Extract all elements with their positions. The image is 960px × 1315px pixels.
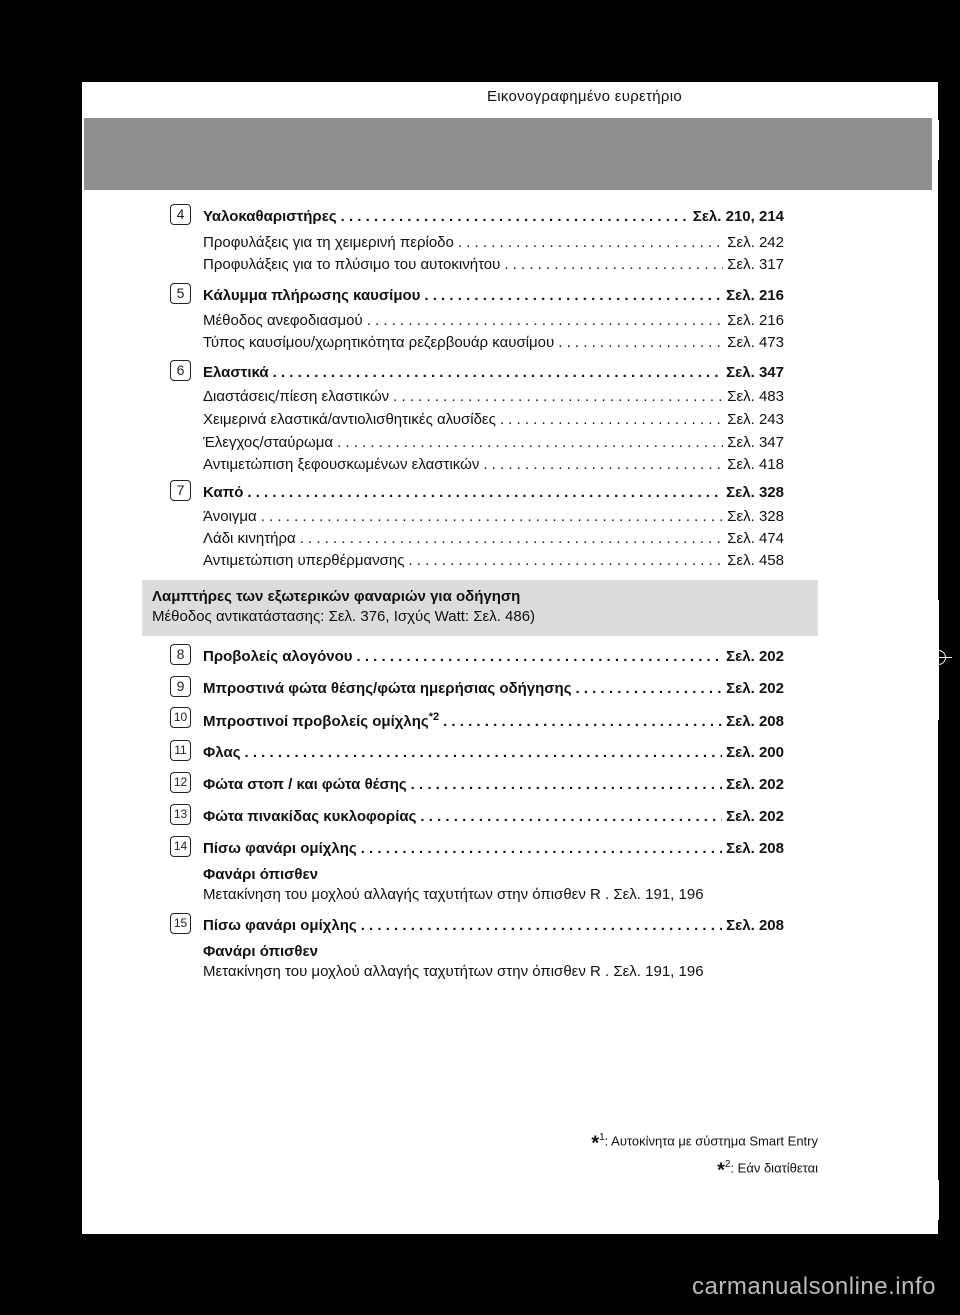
leader-dots bbox=[356, 648, 722, 665]
entry-page: Σελ. 208 bbox=[726, 713, 784, 730]
crop-mark-line bbox=[938, 120, 939, 160]
leader-dots bbox=[408, 552, 723, 569]
entry-title: Φλας bbox=[203, 744, 241, 761]
leader-dots bbox=[420, 808, 722, 825]
leader-dots bbox=[367, 312, 723, 329]
entry-title-row[interactable] bbox=[203, 680, 784, 697]
leader-dots bbox=[443, 713, 722, 730]
sub-entry-row[interactable] bbox=[203, 508, 784, 525]
leader-dots bbox=[411, 776, 723, 793]
sub-entry-text: Προφυλάξεις για τη χειμερινή περίοδο bbox=[203, 234, 454, 251]
manual-page bbox=[82, 82, 938, 1234]
item-number-badge: 6 bbox=[170, 360, 191, 381]
crop-mark-line bbox=[938, 1180, 939, 1220]
footnote-star: * bbox=[591, 1132, 600, 1155]
entry-page: Σελ. 202 bbox=[726, 776, 784, 793]
sub-entry-page: Σελ. 458 bbox=[727, 552, 784, 569]
note-title: Φανάρι όπισθεν bbox=[203, 866, 318, 883]
sub-entry-text: Λάδι κινητήρα bbox=[203, 530, 296, 547]
item-number-badge: 7 bbox=[170, 480, 191, 501]
entry-title: Πίσω φανάρι ομίχλης bbox=[203, 917, 357, 934]
item-number-badge: 8 bbox=[170, 644, 191, 665]
note-text[interactable]: Μετακίνηση του μοχλού αλλαγής ταχυτήτων στην όπισθεν R . Σελ. 191, 196 bbox=[203, 886, 704, 903]
registration-mark-icon bbox=[931, 650, 946, 665]
entry-title-row[interactable] bbox=[203, 484, 784, 501]
sub-entry-row[interactable] bbox=[203, 234, 784, 251]
sub-entry-text: Άνοιγμα bbox=[203, 508, 257, 525]
leader-dots bbox=[424, 287, 722, 304]
item-number-badge: 12 bbox=[170, 772, 191, 793]
footnote-text: : Εάν διατίθεται bbox=[730, 1160, 818, 1176]
entry-title: Μπροστινά φώτα θέσης/φώτα ημερήσιας οδήγησης bbox=[203, 680, 572, 697]
footnote-number: 2 bbox=[724, 1159, 731, 1171]
item-number-badge: 15 bbox=[170, 913, 191, 934]
item-number-badge: 4 bbox=[170, 204, 191, 225]
entry-title: Κάλυμμα πλήρωσης καυσίμου bbox=[203, 287, 421, 304]
entry-page: Σελ. 328 bbox=[726, 484, 784, 501]
item-number-badge: 10 bbox=[170, 707, 191, 728]
leader-dots bbox=[500, 411, 723, 428]
sub-entry-row[interactable] bbox=[203, 411, 784, 428]
note-text[interactable]: Μετακίνηση του μοχλού αλλαγής ταχυτήτων στην όπισθεν R . Σελ. 191, 196 bbox=[203, 963, 704, 980]
sub-entry-page: Σελ. 347 bbox=[727, 434, 784, 451]
entry-page: Σελ. 210, 214 bbox=[692, 208, 784, 225]
item-number-badge: 13 bbox=[170, 804, 191, 825]
header-band bbox=[84, 118, 932, 190]
entry-title-row[interactable] bbox=[203, 776, 784, 793]
footnote-1 bbox=[591, 1132, 818, 1155]
entry-title: Μπροστινοί προβολείς ομίχλης bbox=[203, 713, 429, 730]
leader-dots bbox=[393, 388, 723, 405]
sub-entry-page: Σελ. 328 bbox=[727, 508, 784, 525]
item-number-badge: 11 bbox=[170, 740, 191, 761]
leader-dots bbox=[576, 680, 723, 697]
entry-page: Σελ. 200 bbox=[726, 744, 784, 761]
sub-entry-text: Αντιμετώπιση υπερθέρμανσης bbox=[203, 552, 405, 569]
leader-dots bbox=[337, 434, 723, 451]
leader-dots bbox=[361, 917, 722, 934]
footnotes bbox=[591, 1132, 818, 1187]
entry-title-row[interactable] bbox=[203, 364, 784, 381]
leader-dots bbox=[483, 456, 723, 473]
sub-entry-page: Σελ. 474 bbox=[727, 530, 784, 547]
entry-title-row[interactable] bbox=[203, 711, 784, 730]
sub-entry-row[interactable] bbox=[203, 530, 784, 547]
sub-entry-text: Διαστάσεις/πίεση ελαστικών bbox=[203, 388, 390, 405]
entry-title-row[interactable] bbox=[203, 744, 784, 761]
sub-entry-page: Σελ. 317 bbox=[727, 256, 784, 273]
leader-dots bbox=[300, 530, 723, 547]
section-heading-band bbox=[142, 580, 818, 636]
entry-title: Ελαστικά bbox=[203, 364, 269, 381]
sub-entry-text: Τύπος καυσίμου/χωρητικότητα ρεζερβουάρ καυσίμου bbox=[203, 334, 555, 351]
entry-title-wrap bbox=[203, 711, 439, 730]
entry-title: Υαλοκαθαριστήρες bbox=[203, 208, 337, 225]
sub-entry-text: Προφυλάξεις για το πλύσιμο του αυτοκινήτου bbox=[203, 256, 501, 273]
sub-entry-text: Έλεγχος/σταύρωμα bbox=[203, 434, 334, 451]
leader-dots bbox=[361, 840, 722, 857]
entry-title: Πίσω φανάρι ομίχλης bbox=[203, 840, 357, 857]
page-header-title: Εικονογραφημένο ευρετήριο bbox=[486, 88, 683, 105]
entry-title: Φώτα πινακίδας κυκλοφορίας bbox=[203, 808, 417, 825]
leader-dots bbox=[558, 334, 723, 351]
sub-entry-row[interactable] bbox=[203, 388, 784, 405]
sub-entry-page: Σελ. 473 bbox=[727, 334, 784, 351]
leader-dots bbox=[245, 744, 723, 761]
sub-entry-row[interactable] bbox=[203, 456, 784, 473]
entry-title: Προβολείς αλογόνου bbox=[203, 648, 353, 665]
sub-entry-page: Σελ. 243 bbox=[727, 411, 784, 428]
watermark: carmanualsonline.info bbox=[692, 1273, 936, 1300]
sub-entry-row[interactable] bbox=[203, 552, 784, 569]
entry-title: Καπό bbox=[203, 484, 244, 501]
entry-page: Σελ. 208 bbox=[726, 840, 784, 857]
leader-dots bbox=[247, 484, 722, 501]
sub-entry-row[interactable] bbox=[203, 334, 784, 351]
entry-title-row[interactable] bbox=[203, 208, 784, 225]
entry-page: Σελ. 202 bbox=[726, 680, 784, 697]
entry-title-row[interactable] bbox=[203, 808, 784, 825]
sub-entry-page: Σελ. 418 bbox=[727, 456, 784, 473]
entry-page: Σελ. 347 bbox=[726, 364, 784, 381]
entry-page: Σελ. 202 bbox=[726, 648, 784, 665]
sub-entry-row[interactable] bbox=[203, 312, 784, 329]
footnote-star: * bbox=[717, 1159, 725, 1182]
footnote-2 bbox=[591, 1159, 818, 1182]
section-title: Λαμπτήρες των εξωτερικών φαναριών για οδήγηση bbox=[152, 588, 521, 605]
footnote-text: : Αυτοκίνητα με σύστημα Smart Entry bbox=[604, 1133, 818, 1149]
entry-title-row[interactable] bbox=[203, 840, 784, 857]
sub-entry-text: Μέθοδος ανεφοδιασμού bbox=[203, 312, 363, 329]
item-number-badge: 5 bbox=[170, 283, 191, 304]
leader-dots bbox=[341, 208, 689, 225]
entry-title-row[interactable] bbox=[203, 917, 784, 934]
entry-page: Σελ. 208 bbox=[726, 917, 784, 934]
sub-entry-row[interactable] bbox=[203, 434, 784, 451]
leader-dots bbox=[261, 508, 723, 525]
section-subtitle: Μέθοδος αντικατάστασης: Σελ. 376, Ισχύς Watt: Σελ. 486) bbox=[152, 608, 536, 625]
leader-dots bbox=[273, 364, 723, 381]
sub-entry-page: Σελ. 216 bbox=[727, 312, 784, 329]
sub-entry-row[interactable] bbox=[203, 256, 784, 273]
item-number-badge: 14 bbox=[170, 836, 191, 857]
entry-title: Φώτα στοπ / και φώτα θέσης bbox=[203, 776, 407, 793]
entry-page: Σελ. 202 bbox=[726, 808, 784, 825]
leader-dots bbox=[504, 256, 723, 273]
item-number-badge: 9 bbox=[170, 676, 191, 697]
entry-title-row[interactable] bbox=[203, 648, 784, 665]
sub-entry-text: Αντιμετώπιση ξεφουσκωμένων ελαστικών bbox=[203, 456, 480, 473]
sub-entry-text: Χειμερινά ελαστικά/αντιολισθητικές αλυσίδες bbox=[203, 411, 496, 428]
entry-title-row[interactable] bbox=[203, 287, 784, 304]
leader-dots bbox=[458, 234, 723, 251]
entry-page: Σελ. 216 bbox=[726, 287, 784, 304]
footnote-ref: *2 bbox=[428, 711, 440, 723]
note-title: Φανάρι όπισθεν bbox=[203, 943, 318, 960]
sub-entry-page: Σελ. 483 bbox=[727, 388, 784, 405]
footnote-number: 1 bbox=[599, 1132, 605, 1143]
sub-entry-page: Σελ. 242 bbox=[727, 234, 784, 251]
